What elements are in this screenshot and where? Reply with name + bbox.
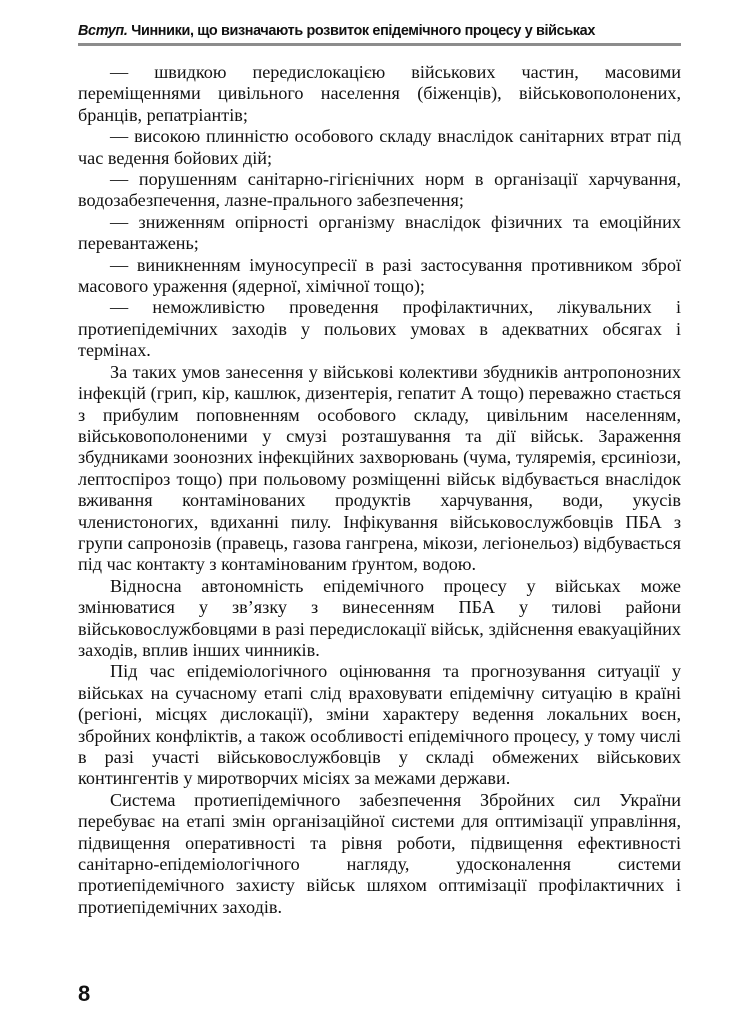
list-item-sanitary-norms: — порушенням санітарно-гігієнічних норм в організації харчування, водозабезпечення, лазне-прального забезпечення; (78, 169, 681, 211)
running-head-section-label: Вступ. (78, 23, 128, 39)
paragraph-infection-introduction: За таких умов занесення у військові колективи збудників антропонозних інфекцій (грип, кір, кашлюк, дизентерія, гепатит А тощо) переважно стається з прибулим поповненням особового складу, цивільним населенням, військовополоненими у смузі розташування та дії військ. Зараження збудниками зоонозних інфекційних захворювань (чума, туляремія, єрсиніози, лептоспіроз тощо) при польовому розміщенні військ відбувається внаслідок вживання контамінованих продуктів харчування, води, укусів членистоногих, вдиханні пилу. Інфікування військовослужбовців ПБА з групи сапронозів (правець, газова гангрена, мікози, легіонельоз) відбувається під час контакту з контамінованим ґрунтом, водою. (78, 361, 681, 575)
paragraph-epidemiological-assessment: Під час епідеміологічного оцінювання та прогнозування ситуації у військах на сучасному етапі слід враховувати епідемічну ситуацію в країні (регіоні, місцях дислокації), зміни характеру ведення локальних воєн, збройних конфліктів, а також особливості епідемічного процесу, у тому числі в разі участі військовослужбовців у складі обмежених військових контингентів у миротворчих місіях за межами держави. (78, 661, 681, 789)
list-item-field-measures: — неможливістю проведення профілактичних, лікувальних і протиепідемічних заходів у польових умовах в адекватних обсягах і термінах. (78, 297, 681, 361)
paragraph-relative-autonomy: Відносна автономність епідемічного процесу у військах може змінюватися у зв’язку з винесенням ПБА у тилові райони військовослужбовцями в разі передислокації військ, здійснення евакуаційних заходів, вплив інших чинників. (78, 575, 681, 660)
list-item-body-resistance: — зниженням опірності організму внаслідок фізичних та емоційних перевантажень; (78, 211, 681, 254)
running-head (78, 22, 678, 40)
page-number: 8 (78, 981, 91, 1006)
list-item-relocation: — швидкою передислокацією військових частин, масовими переміщеннями цивільного населення (біженців), військовополонених, бранців, репатріантів; (78, 62, 681, 125)
paragraph-antiepidemic-system: Система протиепідемічного забезпечення Збройних сил України перебуває на етапі змін організаційної системи для оптимізації управління, підвищення оперативності та рівня роботи, підвищення ефективності санітарно-епідеміологічного нагляду, удосконалення системи протиепідемічного захисту військ шляхом оптимізації профілактичних і протиепідемічних заходів. (78, 789, 681, 917)
list-item-immunosuppression: — виникненням імуносупресії в разі застосування противником зброї масового ураження (ядерної, хімічної тощо); (78, 254, 681, 297)
list-item-staff-turnover: — високою плинністю особового складу внаслідок санітарних втрат під час ведення бойових дій; (78, 126, 681, 168)
running-head-title: Чинники, що визначають розвиток епідемічного процесу у військах (131, 23, 595, 39)
header-rule (78, 43, 681, 46)
body-text (78, 62, 681, 918)
